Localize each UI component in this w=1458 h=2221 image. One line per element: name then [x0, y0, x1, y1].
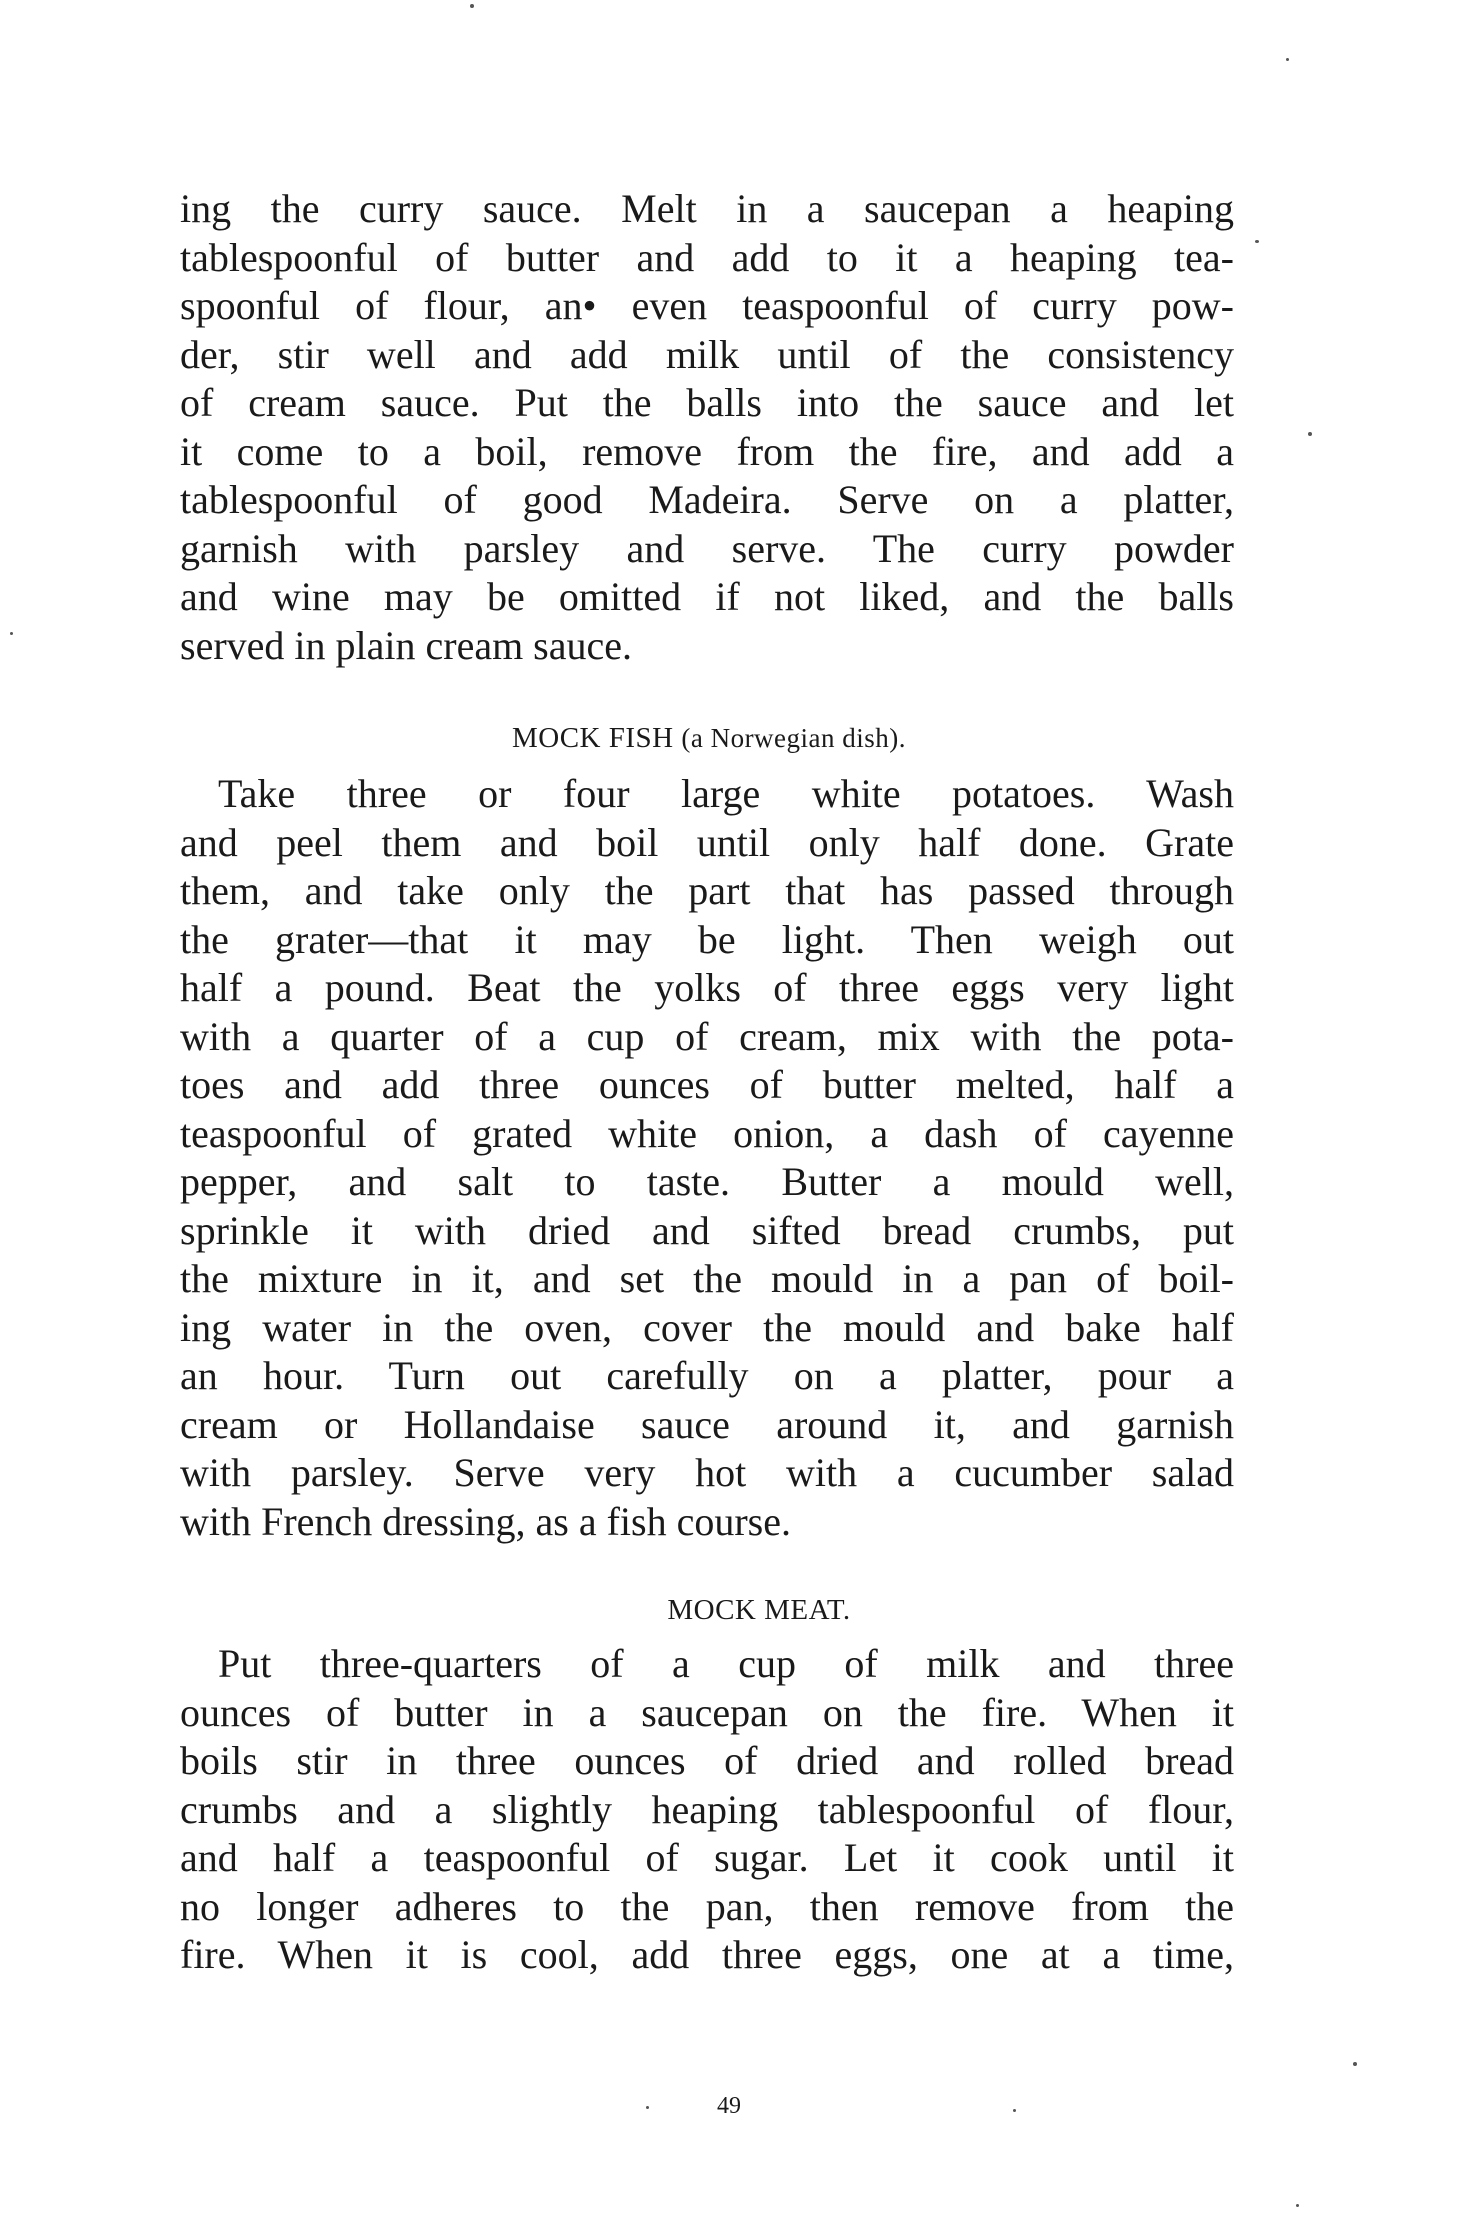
text-line: and half a teaspoonful of sugar. Let it cook until it: [180, 1835, 1234, 1880]
text-line: ounces of butter in a saucepan on the fire. When it: [180, 1689, 1234, 1735]
text-line: Put three-quarters of a cup of milk and three: [218, 1641, 1234, 1686]
mock-fish-subtitle: (a Norwegian dish).: [681, 723, 907, 753]
text-line: tablespoonful of good Madeira. Serve on a platter,: [180, 477, 1234, 522]
text-line: it come to a boil, remove from the fire, and add a: [180, 428, 1234, 474]
text-line: and wine may be omitted if not liked, and the balls: [180, 574, 1234, 619]
scan-speck: [1286, 58, 1289, 61]
text-line: ing water in the oven, cover the mould and bake half: [180, 1304, 1234, 1350]
text-line: cream or Hollandaise sauce around it, and garnish: [180, 1401, 1234, 1447]
text-line: Take three or four large white potatoes. Wash: [218, 771, 1234, 816]
scan-speck: [1353, 2062, 1357, 2066]
text-line: with parsley. Serve very hot with a cucumber salad: [180, 1450, 1234, 1495]
text-line: tablespoonful of butter and add to it a heaping tea-: [180, 234, 1234, 280]
scan-speck: [470, 4, 474, 8]
mock-fish-recipe: [180, 770, 1234, 1546]
text-line: and peel them and boil until only half done. Grate: [180, 819, 1234, 865]
mock-fish-title: MOCK FISH: [511, 722, 674, 754]
text-line: boils stir in three ounces of dried and rolled bread: [180, 1738, 1234, 1783]
text-line: pepper, and salt to taste. Butter a mould well,: [180, 1159, 1234, 1204]
scan-speck: [1296, 2204, 1299, 2207]
text-line: of cream sauce. Put the balls into the sauce and let: [180, 380, 1234, 425]
text-line: half a pound. Beat the yolks of three eggs very light: [180, 965, 1234, 1010]
text-line: der, stir well and add milk until of the consistency: [180, 331, 1234, 377]
mock-meat-recipe: [180, 1640, 1234, 1980]
text-line: spoonful of flour, an• even teaspoonful of curry pow-: [180, 283, 1234, 328]
scan-speck: [10, 632, 13, 635]
scan-speck: [1308, 432, 1312, 436]
mock-meat-title: MOCK MEAT.: [667, 1594, 851, 1626]
text-line: no longer adheres to the pan, then remove from the: [180, 1883, 1234, 1929]
page-number: 49: [717, 2093, 741, 2119]
text-line: with a quarter of a cup of cream, mix with the pota-: [180, 1013, 1234, 1059]
scan-speck: [1013, 2109, 1016, 2112]
text-line: sprinkle it with dried and sifted bread crumbs, put: [180, 1207, 1234, 1253]
text-line: an hour. Turn out carefully on a platter, pour a: [180, 1353, 1234, 1398]
mock-fish-heading: [0, 721, 1438, 755]
text-line: the grater—that it may be light. Then weigh out: [180, 916, 1234, 962]
text-line: fire. When it is cool, add three eggs, one at a time,: [180, 1932, 1234, 1977]
mock-meat-heading: [30, 1593, 1458, 1627]
text-line: with French dressing, as a fish course.: [180, 1498, 791, 1544]
text-line: crumbs and a slightly heaping tablespoonful of flour,: [180, 1786, 1234, 1832]
text-line: ing the curry sauce. Melt in a saucepan a heaping: [180, 186, 1234, 231]
text-line: garnish with parsley and serve. The curry powder: [180, 525, 1234, 571]
text-line: the mixture in it, and set the mould in a pan of boil-: [180, 1256, 1234, 1301]
scan-speck: [646, 2106, 649, 2109]
intro-paragraph: [180, 185, 1234, 670]
text-line: served in plain cream sauce.: [180, 622, 633, 668]
text-line: them, and take only the part that has passed through: [180, 868, 1234, 913]
text-line: toes and add three ounces of butter melted, half a: [180, 1062, 1234, 1107]
scan-speck: [1255, 240, 1259, 243]
text-line: teaspoonful of grated white onion, a dash of cayenne: [180, 1110, 1234, 1156]
